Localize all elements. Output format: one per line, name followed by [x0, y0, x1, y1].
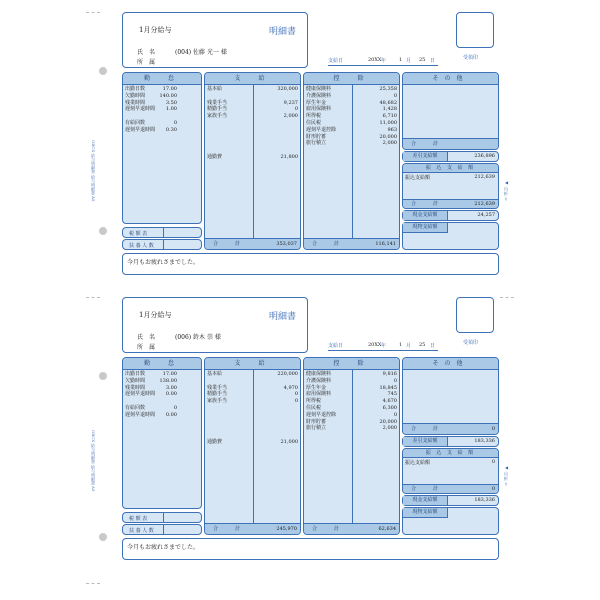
net-pay-value: 236,896	[474, 153, 495, 159]
payment-row	[205, 419, 300, 425]
payment-total-label: 合 計	[213, 241, 247, 247]
deduction-item-label: 財形貯蓄	[306, 133, 327, 140]
message-text: 今月もお疲れさまでした。	[127, 259, 200, 266]
name-label: 氏 名	[137, 334, 156, 341]
message-text: 今月もお疲れさまでした。	[127, 544, 200, 551]
payment-row	[205, 120, 300, 126]
slip-title: 1月分給与	[139, 26, 172, 34]
deduction-total-row	[304, 238, 399, 249]
net-pay-row	[402, 436, 499, 447]
day-unit: 日	[430, 343, 436, 349]
attendance-row	[123, 113, 201, 119]
transfer-section	[402, 163, 499, 209]
deduction-item-value: 6,710	[382, 113, 397, 120]
deduction-item-label: 介護保険料	[306, 92, 332, 99]
attendance-item-label: 有給回数	[125, 405, 146, 411]
payment-total-row	[205, 523, 300, 534]
attendance-item-label: 有給回数	[125, 120, 146, 126]
deduction-item-label: 厚生年金	[306, 384, 327, 391]
attendance-item-value: 17.00	[162, 86, 177, 92]
deduction-section	[303, 357, 400, 535]
payment-item-label: 残業手当	[207, 384, 228, 391]
payment-row	[205, 154, 300, 160]
name-label: 氏 名	[137, 49, 156, 56]
pay-date-month: 1	[399, 342, 403, 348]
dept-label: 所 属	[137, 344, 156, 351]
payment-item-label: 基本給	[207, 86, 223, 92]
payment-item-label: 家族手当	[207, 398, 228, 405]
net-pay-row	[402, 151, 499, 162]
deduction-item-value: 20,000	[379, 133, 397, 140]
other-section	[402, 72, 499, 150]
deduction-item-value: 963	[387, 126, 397, 133]
payment-row	[205, 378, 300, 384]
payment-item-label: 基本給	[207, 371, 223, 377]
month-unit: 月	[406, 58, 412, 64]
attendance-item-value: 0	[173, 405, 177, 411]
deduction-item-label: 健康保険料	[306, 371, 332, 377]
attendance-item-label: 出勤日数	[125, 371, 146, 377]
payment-header: 支 給	[205, 73, 300, 85]
payment-row	[205, 113, 300, 119]
net-pay-label: 差引支給額	[403, 437, 448, 446]
payment-row	[205, 412, 300, 418]
cell-divider	[163, 240, 164, 249]
other-total-value: 0	[491, 426, 495, 432]
deduction-row	[304, 120, 399, 126]
deduction-item-value: 0	[393, 411, 397, 418]
payment-row	[205, 439, 300, 445]
employee-name: (004) 佐藤 光一 様	[175, 49, 227, 56]
perforation-mark	[500, 297, 514, 298]
title-box	[122, 297, 308, 353]
deduction-item-label: 遅刻早退控除	[306, 411, 337, 418]
deduction-item-value: 4,670	[382, 398, 397, 405]
attendance-row	[123, 127, 201, 133]
deduction-item-value: 11,000	[379, 120, 397, 126]
attendance-item-value: 3.50	[165, 99, 177, 106]
deduction-item-label: 遅刻早退控除	[306, 126, 337, 133]
year-unit: 年	[381, 58, 387, 64]
attendance-item-label: 遅刻早退時間	[125, 126, 156, 133]
side-form-text: OBCX 給与明細書 給与明細書 A5	[91, 140, 96, 202]
payment-total-row	[205, 238, 300, 249]
payment-total-value: 353,037	[276, 241, 297, 247]
payment-row	[205, 140, 300, 146]
payment-total-value: 245,970	[276, 526, 297, 532]
employee-name: (006) 鈴木 崇 様	[175, 334, 221, 341]
deduction-item-value: 2,000	[382, 140, 397, 147]
deduction-row	[304, 113, 399, 119]
cash-pay-label: 現金支給額	[403, 496, 448, 505]
attendance-section	[122, 72, 202, 224]
deduction-total-row	[304, 523, 399, 534]
dependents-label: 扶 養 人 数	[129, 243, 154, 249]
attendance-row	[123, 398, 201, 404]
attendance-item-value: 138.00	[159, 377, 177, 384]
message-box	[122, 538, 499, 560]
punch-hole	[99, 372, 107, 380]
day-unit: 日	[430, 58, 436, 64]
attendance-item-value: 0.30	[165, 126, 177, 133]
payment-row	[205, 86, 300, 92]
payment-row	[205, 147, 300, 153]
deduction-item-label: 財形貯蓄	[306, 418, 327, 425]
deduction-item-label: 雇用保険料	[306, 391, 332, 398]
side-form-text: OBCX 給与明細書 給与明細書 A5	[91, 430, 96, 492]
deduction-header: 控 除	[304, 358, 399, 370]
slip-title: 1月分給与	[139, 311, 172, 319]
cash-pay-row	[402, 210, 499, 221]
attendance-item-label: 出勤日数	[125, 86, 146, 92]
receipt-label: 受領印	[463, 340, 479, 346]
month-unit: 月	[406, 343, 412, 349]
message-box	[122, 253, 499, 275]
payment-row	[205, 371, 300, 377]
transfer-section	[402, 448, 499, 494]
deduction-row	[304, 419, 399, 425]
attendance-item-value: 0.00	[165, 411, 177, 418]
perforation-mark	[86, 583, 100, 584]
deduction-item-value: 745	[387, 391, 397, 398]
payment-total-label: 合 計	[213, 526, 247, 532]
deduction-item-value: 0	[393, 92, 397, 99]
fold-mark: ◀ 山 折 り	[504, 180, 509, 201]
attendance-item-label: 遅刻早退時間	[125, 106, 156, 113]
transfer-total-row	[403, 484, 498, 493]
deduction-item-value: 2,000	[382, 425, 397, 432]
fold-mark: ◀ 山 折 り	[504, 465, 509, 486]
other-section	[402, 357, 499, 435]
dependents-label: 扶 養 人 数	[129, 528, 154, 534]
attendance-item-label: 遅刻早退時間	[125, 391, 156, 398]
deduction-row	[304, 127, 399, 133]
dependents-box	[122, 524, 202, 535]
transfer-amount-value: 212,639	[474, 174, 495, 180]
payment-row	[205, 385, 300, 391]
payment-item-label: 家族手当	[207, 113, 228, 120]
pay-date-label: 支給日	[328, 343, 344, 349]
pay-date	[328, 57, 438, 66]
deduction-row	[304, 425, 399, 431]
payslip	[118, 297, 500, 581]
payment-item-value: 9,237	[283, 99, 298, 106]
payment-section	[204, 72, 301, 250]
payment-item-label: 通勤費	[207, 154, 223, 160]
payment-row	[205, 391, 300, 397]
attendance-item-label: 残業時間	[125, 384, 146, 391]
doc-title: 明細書	[269, 312, 297, 322]
payment-item-value: 220,000	[277, 371, 298, 377]
payment-row	[205, 93, 300, 99]
goods-pay-box	[402, 222, 499, 250]
payment-row	[205, 106, 300, 112]
punch-hole	[99, 227, 107, 235]
attendance-row	[123, 86, 201, 92]
pay-date	[328, 342, 438, 351]
transfer-header: 振 込 支 給 額	[403, 164, 498, 173]
deduction-row	[304, 100, 399, 106]
other-total-label: 合 計	[411, 426, 445, 432]
pay-date-label: 支給日	[328, 58, 344, 64]
goods-pay-label: 現物支給額	[403, 508, 448, 518]
deduction-row	[304, 398, 399, 404]
transfer-total-label: 合 計	[411, 486, 445, 492]
attendance-item-label: 欠勤時間	[125, 377, 146, 384]
punch-hole	[99, 67, 107, 75]
deduction-item-value: 25,358	[379, 86, 397, 92]
punch-hole	[99, 533, 107, 541]
pay-date-day: 25	[419, 342, 426, 348]
tax-table-label: 税 額 表	[129, 231, 148, 237]
deduction-item-value: 1,428	[382, 106, 397, 113]
attendance-row	[123, 371, 201, 377]
deduction-item-label: 雇用保険料	[306, 106, 332, 113]
tax-table-box	[122, 227, 202, 238]
payment-row	[205, 405, 300, 411]
deduction-item-value: 18,845	[379, 384, 397, 391]
transfer-amount-value: 0	[491, 459, 495, 465]
deduction-row	[304, 140, 399, 146]
deduction-row	[304, 106, 399, 112]
attendance-item-value: 3.00	[165, 384, 177, 391]
attendance-row	[123, 405, 201, 411]
payment-item-value: 21,000	[280, 439, 298, 445]
attendance-row	[123, 385, 201, 391]
payment-item-value: 21,800	[280, 154, 298, 160]
deduction-item-value: 48,682	[379, 99, 397, 106]
cash-pay-row	[402, 495, 499, 506]
transfer-total-value: 212,639	[474, 201, 495, 207]
deduction-item-value: 9,816	[382, 371, 397, 377]
deduction-item-label: 住民税	[306, 120, 322, 126]
payment-row	[205, 134, 300, 140]
deduction-total-label: 合 計	[312, 526, 346, 532]
attendance-row	[123, 100, 201, 106]
deduction-row	[304, 86, 399, 92]
deduction-total-label: 合 計	[312, 241, 346, 247]
payment-item-value: 320,000	[277, 86, 298, 92]
transfer-header: 振 込 支 給 額	[403, 449, 498, 458]
tax-table-box	[122, 512, 202, 523]
deduction-item-label: 旅行積立	[306, 425, 327, 432]
deduction-section	[303, 72, 400, 250]
deduction-total-value: 116,141	[375, 241, 396, 247]
deduction-row	[304, 378, 399, 384]
deduction-item-label: 所得税	[306, 398, 322, 405]
attendance-row	[123, 378, 201, 384]
other-total-label: 合 計	[411, 141, 445, 147]
receipt-label: 受領印	[463, 55, 479, 61]
deduction-row	[304, 385, 399, 391]
deduction-row	[304, 371, 399, 377]
transfer-amount-label: 振込支給額	[405, 175, 431, 181]
goods-pay-box	[402, 507, 499, 535]
deduction-header: 控 除	[304, 73, 399, 85]
attendance-row	[123, 93, 201, 99]
attendance-row	[123, 106, 201, 112]
deduction-item-value: 20,000	[379, 418, 397, 425]
attendance-item-value: 1.00	[165, 106, 177, 113]
deduction-item-label: 健康保険料	[306, 86, 332, 92]
perforation-mark	[86, 12, 100, 13]
doc-title: 明細書	[269, 27, 297, 37]
attendance-item-value: 140.00	[159, 92, 177, 99]
pay-date-day: 25	[419, 57, 426, 63]
attendance-row	[123, 412, 201, 418]
cell-divider	[163, 228, 164, 237]
payment-item-label: 残業手当	[207, 99, 228, 106]
attendance-item-value: 0	[173, 120, 177, 126]
transfer-total-row	[403, 199, 498, 208]
goods-pay-label: 現物支給額	[403, 223, 448, 233]
payment-item-value: 0	[294, 106, 298, 113]
year-unit: 年	[381, 343, 387, 349]
attendance-item-value: 0.00	[165, 391, 177, 398]
payment-item-value: 0	[294, 398, 298, 405]
attendance-item-label: 遅刻早退時間	[125, 411, 156, 418]
payment-row	[205, 127, 300, 133]
transfer-amount-label: 振込支給額	[405, 460, 431, 466]
receipt-stamp-box	[456, 12, 494, 48]
attendance-section	[122, 357, 202, 509]
pay-date-year: 20XX	[368, 342, 382, 348]
net-pay-label: 差引支給額	[403, 152, 448, 161]
deduction-item-label: 厚生年金	[306, 99, 327, 106]
attendance-item-label: 残業時間	[125, 99, 146, 106]
deduction-item-value: 6,300	[382, 405, 397, 411]
tax-table-label: 税 額 表	[129, 516, 148, 522]
payment-row	[205, 398, 300, 404]
other-total-row	[403, 423, 498, 434]
payment-row	[205, 100, 300, 106]
attendance-header: 勤 怠	[123, 358, 201, 370]
cell-divider	[163, 513, 164, 522]
payment-item-label: 精勤手当	[207, 106, 228, 113]
other-header: その他	[403, 358, 498, 370]
dept-label: 所 属	[137, 59, 156, 66]
transfer-total-label: 合 計	[411, 201, 445, 207]
payment-item-value: 4,970	[283, 384, 298, 391]
other-total-row	[403, 138, 498, 149]
perforation-mark	[86, 297, 100, 298]
cash-pay-label: 現金支給額	[403, 211, 448, 220]
deduction-item-label: 住民税	[306, 405, 322, 411]
attendance-row	[123, 391, 201, 397]
payment-row	[205, 432, 300, 438]
payslip	[118, 12, 500, 296]
net-pay-value: 183,336	[474, 438, 495, 444]
deduction-item-label: 介護保険料	[306, 377, 332, 384]
payment-section	[204, 357, 301, 535]
other-header: その他	[403, 73, 498, 85]
pay-date-month: 1	[399, 57, 403, 63]
attendance-item-label: 欠勤時間	[125, 92, 146, 99]
cell-divider	[163, 525, 164, 534]
cash-pay-value: 183,336	[474, 497, 495, 503]
deduction-item-label: 所得税	[306, 113, 322, 120]
payment-item-value: 0	[294, 391, 298, 398]
payment-item-label: 精勤手当	[207, 391, 228, 398]
deduction-row	[304, 412, 399, 418]
pay-date-year: 20XX	[368, 57, 382, 63]
deduction-item-label: 旅行積立	[306, 140, 327, 147]
deduction-row	[304, 134, 399, 140]
deduction-row	[304, 391, 399, 397]
attendance-item-value: 17.00	[162, 371, 177, 377]
title-box	[122, 12, 308, 68]
dependents-box	[122, 239, 202, 250]
payment-row	[205, 425, 300, 431]
payment-item-value: 2,000	[283, 113, 298, 120]
attendance-row	[123, 120, 201, 126]
deduction-row	[304, 93, 399, 99]
deduction-row	[304, 405, 399, 411]
attendance-header: 勤 怠	[123, 73, 201, 85]
receipt-stamp-box	[456, 297, 494, 333]
transfer-total-value: 0	[491, 486, 495, 492]
cash-pay-value: 24,257	[477, 212, 495, 218]
payment-item-label: 通勤費	[207, 439, 223, 445]
payment-header: 支 給	[205, 358, 300, 370]
deduction-item-value: 0	[393, 377, 397, 384]
deduction-total-value: 62,634	[378, 526, 396, 532]
